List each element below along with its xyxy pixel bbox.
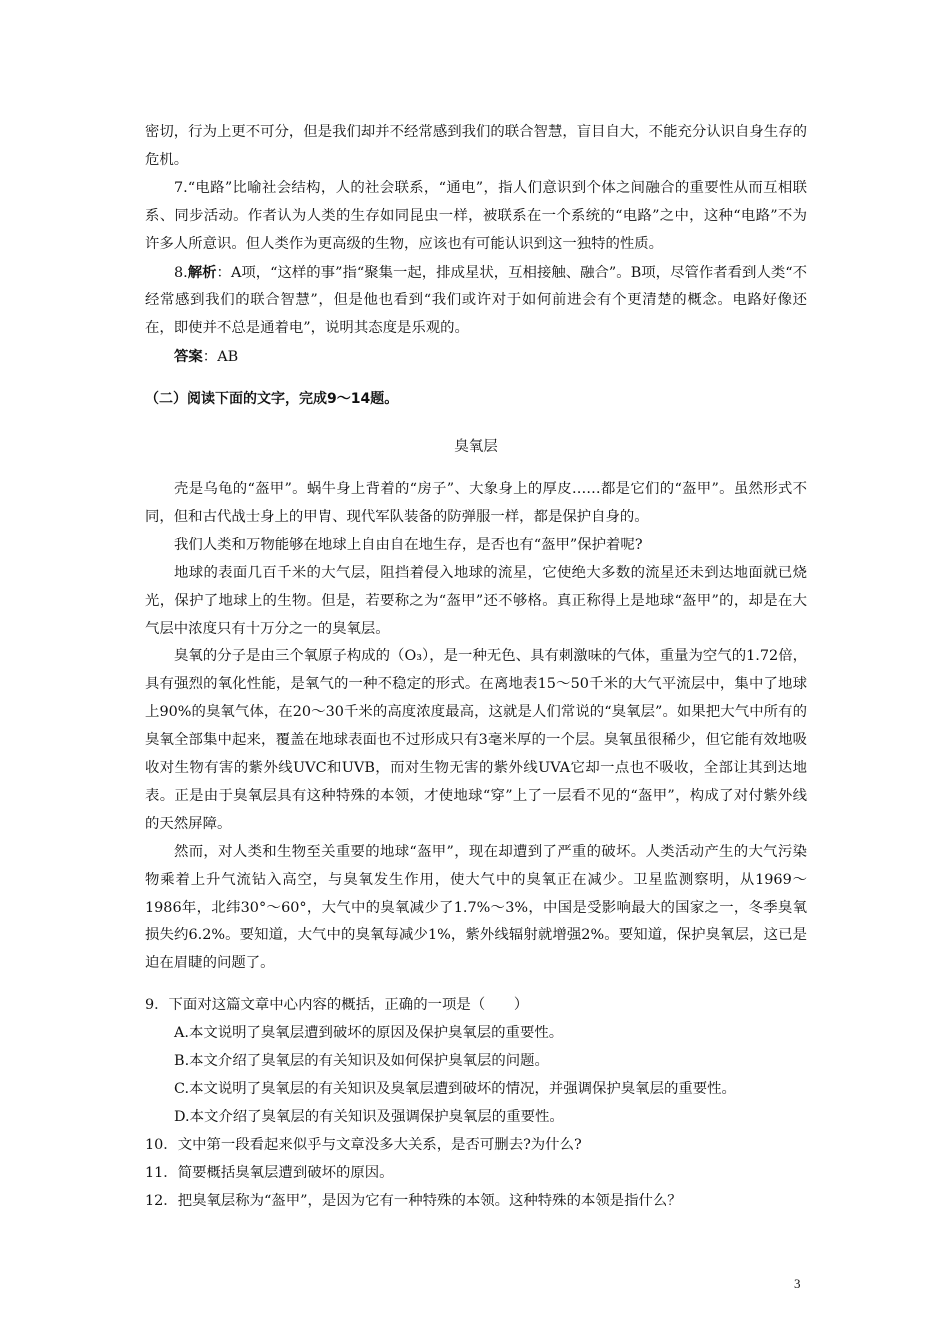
article-paragraph: 地球的表面几百千米的大气层，阻挡着侵入地球的流星，它使绝大多数的流星还未到达地面就已烧光，保护了地球上的生物。但是，若要称之为“盔甲”还不够格。真正称得上是地球“盔甲”的，却是在大气层中浓度只有十万分之一的臭氧层。 bbox=[145, 564, 807, 637]
article-paragraph: 壳是乌龟的“盔甲”。蜗牛身上背着的“房子”、大象身上的厚皮……都是它们的“盔甲”。虽然形式不同，但和古代战士身上的甲胄、现代军队装备的防弹服一样，都是保护自身的。 bbox=[145, 480, 807, 525]
question-9: 9．下面对这篇文章中心内容的概括，正确的一项是（ ） bbox=[145, 997, 529, 1014]
answer-8-result bbox=[145, 343, 807, 372]
answer-8 bbox=[145, 259, 807, 344]
question-9-option-a: A.本文说明了臭氧层遭到破坏的原因及保护臭氧层的重要性。 bbox=[174, 1025, 564, 1042]
question-12: 12．把臭氧层称为“盔甲”，是因为它有一种特殊的本领。这种特殊的本领是指什么？ bbox=[145, 1192, 682, 1209]
spacer bbox=[145, 978, 807, 992]
answer-8-text: ：A项，“这样的事”指“聚集一起，排成星状，互相接触、融合”。B项，尽管作者看到人类“不经常感到我们的联合智慧”，但是他也看到“我们或许对于如何前进会有个更清楚的概念。电路好像还在，即使并不总是通着电”，说明其态度是乐观的。 bbox=[145, 264, 807, 337]
question-9-option-c: C.本文说明了臭氧层的有关知识及臭氧层遭到破坏的情况，并强调保护臭氧层的重要性。 bbox=[174, 1081, 736, 1097]
answer-label: 答案 bbox=[174, 348, 203, 366]
page-number: 3 bbox=[794, 1276, 801, 1291]
article-paragraph: 我们人类和万物能够在地球上自由自在地生存，是否也有“盔甲”保护着呢? bbox=[174, 536, 643, 553]
question-11: 11．简要概括臭氧层遭到破坏的原因。 bbox=[145, 1164, 394, 1181]
page-content bbox=[145, 119, 807, 1216]
article-title: 臭氧层 bbox=[454, 439, 498, 456]
article-paragraph: 然而，对人类和生物至关重要的地球“盔甲”，现在却遭到了严重的破坏。人类活动产生的大气污染物乘着上升气流钻入高空，与臭氧发生作用，使大气中的臭氧正在减少。卫星监测察明，从1969～1986年，北纬30°～60°，大气中的臭氧减少了1.7%～3%，中国是受影响最大的国家之一，冬季臭氧损失约6.2%。要知道，大气中的臭氧每减少1%，紫外线辐射就增强2%。要知道，保护臭氧层，这已是迫在眉睫的问题了。 bbox=[145, 843, 807, 972]
answer-7: 7.“电路”比喻社会结构，人的社会联系，“通电”，指人们意识到个体之间融合的重要性从而互相联系、同步活动。作者认为人类的生存如同昆虫一样，被联系在一个系统的“电路”之中，这种“电路”不为许多人所意识。但人类作为更高级的生物，应该也有可能认识到这一独特的性质。 bbox=[145, 179, 807, 252]
analysis-label: 解析 bbox=[187, 263, 217, 281]
continued-text: 密切，行为上更不可分，但是我们却并不经常感到我们的联合智慧，盲目自大，不能充分认识自身生存的危机。 bbox=[145, 124, 807, 168]
answer-value: ：AB bbox=[202, 349, 239, 366]
answer-8-prefix: 8. bbox=[174, 264, 188, 281]
article-paragraph: 臭氧的分子是由三个氧原子构成的（O₃），是一种无色、具有刺激味的气体，重量为空气的1.72倍，具有强烈的氧化性能，是氧气的一种不稳定的形式。在离地表15～50千米的大气平流层中，集中了地球上90%的臭氧气体，在20～30千米的高度浓度最高，这就是人们常说的“臭氧层”。如果把大气中所有的臭氧全部集中起来，覆盖在地球表面也不过形成只有3毫米厚的一个层。臭氧虽很稀少，但它能有效地吸收对生物有害的紫外线UVC和UVB，而对生物无害的紫外线UVA它却一点也不吸收，全部让其到达地表。正是由于臭氧层具有这种特殊的本领，才使地球“穿”上了一层看不见的“盔甲”，构成了对付紫外线的天然屏障。 bbox=[145, 648, 807, 832]
question-9-option-b: B.本文介绍了臭氧层的有关知识及如何保护臭氧层的问题。 bbox=[174, 1053, 549, 1070]
question-10: 10．文中第一段看起来似乎与文章没多大关系，是否可删去?为什么? bbox=[145, 1136, 582, 1153]
section-heading: （二）阅读下面的文字，完成9～14题。 bbox=[145, 391, 399, 408]
question-9-option-d: D.本文介绍了臭氧层的有关知识及强调保护臭氧层的重要性。 bbox=[174, 1108, 564, 1125]
